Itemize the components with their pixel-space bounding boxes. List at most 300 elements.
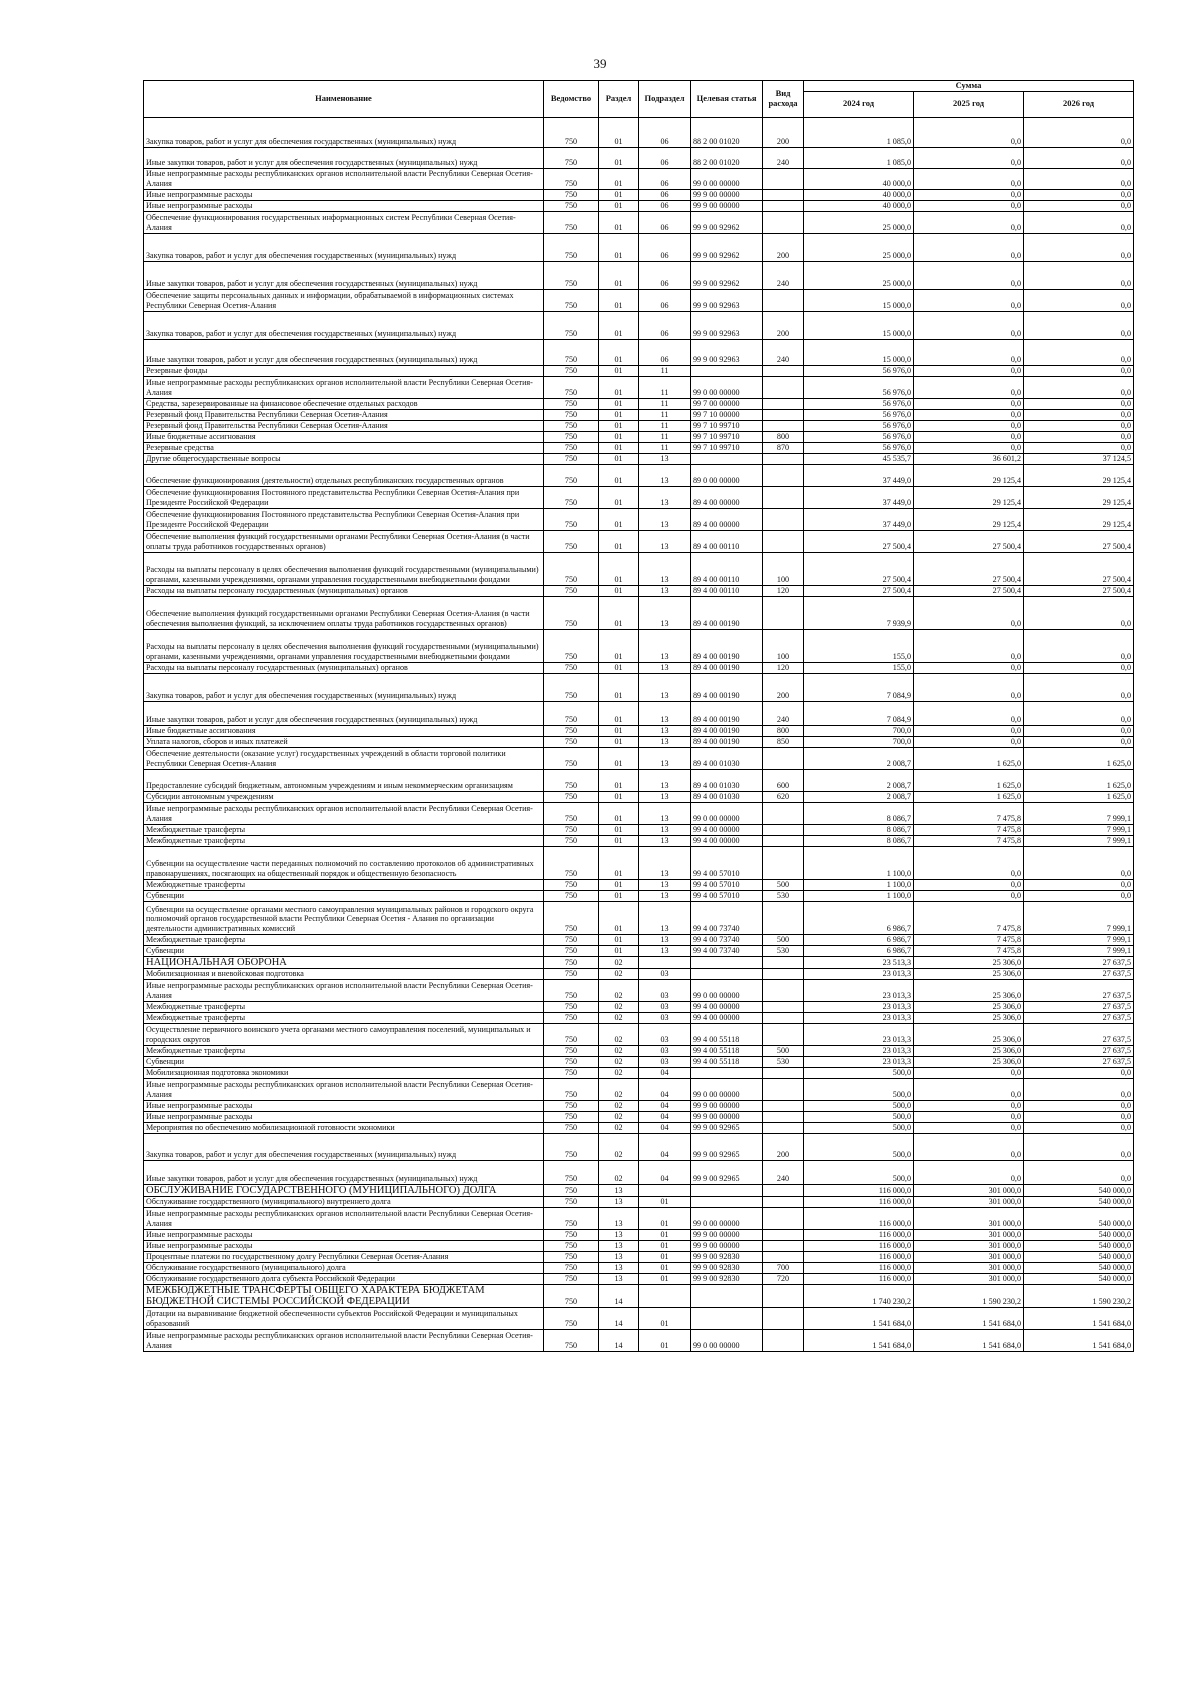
- cell-name: Обеспечение функционирования Постоянного представительства Республики Северная Осетия-Алания при Президенте Российской Федерации: [144, 486, 544, 508]
- cell-pr: 06: [639, 200, 691, 211]
- cell-cs: [691, 1307, 763, 1329]
- cell-ved: 750: [544, 233, 599, 261]
- cell-pr: 01: [639, 1251, 691, 1262]
- cell-s2024: 1 085,0: [804, 117, 914, 147]
- cell-s2025: 0,0: [914, 662, 1024, 673]
- cell-name: Обеспечение функционирования государственных информационных систем Республики Северная Осетия-Алания: [144, 211, 544, 233]
- cell-rz: 02: [599, 1122, 639, 1133]
- cell-s2024: 15 000,0: [804, 339, 914, 365]
- cell-s2024: 25 000,0: [804, 211, 914, 233]
- cell-vr: [763, 1100, 804, 1111]
- table-row: [144, 791, 1134, 802]
- cell-name: Резервный фонд Правительства Республики Северная Осетия-Алания: [144, 409, 544, 420]
- cell-ved: 750: [544, 552, 599, 585]
- cell-s2026: 0,0: [1024, 1067, 1134, 1078]
- table-row: [144, 1196, 1134, 1207]
- cell-s2026: 29 125,4: [1024, 486, 1134, 508]
- cell-ved: 750: [544, 1111, 599, 1122]
- cell-s2024: 56 976,0: [804, 376, 914, 398]
- cell-s2024: 116 000,0: [804, 1240, 914, 1251]
- table-row: [144, 552, 1134, 585]
- cell-s2026: 0,0: [1024, 117, 1134, 147]
- cell-s2025: 0,0: [914, 339, 1024, 365]
- cell-cs: 99 7 00 00000: [691, 398, 763, 409]
- cell-ved: 750: [544, 1100, 599, 1111]
- cell-vr: [763, 901, 804, 934]
- cell-s2024: 1 085,0: [804, 147, 914, 168]
- cell-ved: 750: [544, 311, 599, 339]
- cell-s2024: 27 500,4: [804, 552, 914, 585]
- cell-s2026: 0,0: [1024, 701, 1134, 725]
- table-row: [144, 846, 1134, 879]
- cell-cs: 89 4 00 00190: [691, 629, 763, 662]
- cell-vr: [763, 1078, 804, 1100]
- cell-s2026: 1 541 684,0: [1024, 1307, 1134, 1329]
- cell-s2026: 1 625,0: [1024, 769, 1134, 791]
- cell-cs: [691, 956, 763, 968]
- cell-pr: 06: [639, 261, 691, 289]
- cell-s2024: 8 086,7: [804, 802, 914, 824]
- cell-ved: 750: [544, 117, 599, 147]
- cell-pr: 13: [639, 552, 691, 585]
- cell-name: Расходы на выплаты персоналу в целях обеспечения выполнения функций государственными (муниципальными) органами, казенными учреждениями, органами управления государственными внебюджетными фондами: [144, 552, 544, 585]
- table-row: [144, 420, 1134, 431]
- cell-rz: 01: [599, 596, 639, 629]
- cell-rz: 02: [599, 1001, 639, 1012]
- cell-s2026: 0,0: [1024, 1133, 1134, 1160]
- cell-s2026: 27 637,5: [1024, 979, 1134, 1001]
- cell-cs: 99 9 00 92962: [691, 233, 763, 261]
- cell-s2026: 540 000,0: [1024, 1184, 1134, 1196]
- cell-pr: 04: [639, 1160, 691, 1184]
- cell-ved: 750: [544, 1196, 599, 1207]
- cell-name: НАЦИОНАЛЬНАЯ ОБОРОНА: [144, 956, 544, 968]
- cell-vr: [763, 1001, 804, 1012]
- table-row: [144, 968, 1134, 979]
- cell-name: Закупка товаров, работ и услуг для обеспечения государственных (муниципальных) нужд: [144, 311, 544, 339]
- cell-pr: 13: [639, 629, 691, 662]
- cell-s2026: 7 999,1: [1024, 901, 1134, 934]
- cell-name: Обеспечение функционирования (деятельности) отдельных республиканских государственных органов: [144, 464, 544, 486]
- cell-cs: 99 9 00 00000: [691, 189, 763, 200]
- cell-pr: 13: [639, 791, 691, 802]
- cell-s2026: 540 000,0: [1024, 1273, 1134, 1284]
- cell-ved: 750: [544, 486, 599, 508]
- cell-rz: 02: [599, 1160, 639, 1184]
- table-row: [144, 934, 1134, 945]
- cell-s2026: 27 500,4: [1024, 530, 1134, 552]
- cell-ved: 750: [544, 1251, 599, 1262]
- cell-cs: 99 4 00 00000: [691, 824, 763, 835]
- cell-pr: 13: [639, 508, 691, 530]
- cell-cs: 99 4 00 57010: [691, 846, 763, 879]
- table-row: [144, 1056, 1134, 1067]
- cell-cs: 99 9 00 92962: [691, 261, 763, 289]
- cell-vr: 500: [763, 1045, 804, 1056]
- table-row: [144, 211, 1134, 233]
- cell-pr: 01: [639, 1196, 691, 1207]
- cell-rz: 01: [599, 945, 639, 956]
- cell-vr: [763, 1251, 804, 1262]
- cell-s2026: 0,0: [1024, 431, 1134, 442]
- cell-pr: 11: [639, 365, 691, 376]
- cell-name: Обеспечение функционирования Постоянного представительства Республики Северная Осетия-Алания при Президенте Российской Федерации: [144, 508, 544, 530]
- cell-s2025: 301 000,0: [914, 1273, 1024, 1284]
- cell-pr: 13: [639, 945, 691, 956]
- table-body: [144, 117, 1134, 1351]
- cell-rz: 01: [599, 835, 639, 846]
- cell-s2024: 25 000,0: [804, 261, 914, 289]
- cell-s2026: 540 000,0: [1024, 1251, 1134, 1262]
- cell-name: Иные бюджетные ассигнования: [144, 431, 544, 442]
- table-row: [144, 1067, 1134, 1078]
- cell-s2025: 7 475,8: [914, 824, 1024, 835]
- cell-pr: 03: [639, 1045, 691, 1056]
- cell-pr: 11: [639, 409, 691, 420]
- cell-vr: [763, 464, 804, 486]
- cell-s2026: 0,0: [1024, 1160, 1134, 1184]
- table-row: [144, 530, 1134, 552]
- cell-pr: 01: [639, 1262, 691, 1273]
- table-row: [144, 1207, 1134, 1229]
- cell-name: Межбюджетные трансферты: [144, 1012, 544, 1023]
- cell-cs: 99 9 00 92830: [691, 1262, 763, 1273]
- cell-cs: 89 4 00 00190: [691, 736, 763, 747]
- cell-cs: 99 9 00 92963: [691, 339, 763, 365]
- cell-s2024: 6 986,7: [804, 901, 914, 934]
- cell-pr: 13: [639, 824, 691, 835]
- table-row: [144, 289, 1134, 311]
- cell-s2024: 500,0: [804, 1067, 914, 1078]
- cell-vr: 200: [763, 311, 804, 339]
- cell-ved: 750: [544, 409, 599, 420]
- cell-rz: 01: [599, 365, 639, 376]
- cell-s2024: 7 084,9: [804, 673, 914, 701]
- cell-vr: 240: [763, 1160, 804, 1184]
- cell-cs: 99 9 00 92965: [691, 1160, 763, 1184]
- cell-vr: [763, 596, 804, 629]
- table-row: [144, 1001, 1134, 1012]
- cell-s2025: 0,0: [914, 701, 1024, 725]
- cell-s2024: 116 000,0: [804, 1184, 914, 1196]
- cell-s2024: 500,0: [804, 1133, 914, 1160]
- cell-pr: 04: [639, 1100, 691, 1111]
- cell-name: Субсидии автономным учреждениям: [144, 791, 544, 802]
- cell-ved: 750: [544, 701, 599, 725]
- cell-s2025: 0,0: [914, 365, 1024, 376]
- cell-ved: 750: [544, 1207, 599, 1229]
- cell-rz: 01: [599, 824, 639, 835]
- cell-name: Мобилизационная и вневойсковая подготовка: [144, 968, 544, 979]
- table-row: [144, 1160, 1134, 1184]
- cell-vr: [763, 1240, 804, 1251]
- cell-name: Обслуживание государственного (муниципального) внутреннего долга: [144, 1196, 544, 1207]
- cell-pr: 13: [639, 835, 691, 846]
- cell-pr: 13: [639, 769, 691, 791]
- cell-s2026: 27 500,4: [1024, 552, 1134, 585]
- cell-vr: 240: [763, 701, 804, 725]
- cell-s2024: 15 000,0: [804, 311, 914, 339]
- cell-s2025: 7 475,8: [914, 835, 1024, 846]
- cell-cs: [691, 1184, 763, 1196]
- cell-ved: 750: [544, 1229, 599, 1240]
- cell-cs: 99 7 10 99710: [691, 431, 763, 442]
- cell-s2026: 0,0: [1024, 147, 1134, 168]
- cell-pr: 13: [639, 453, 691, 464]
- cell-rz: 01: [599, 147, 639, 168]
- cell-pr: 01: [639, 1207, 691, 1229]
- cell-s2026: 27 637,5: [1024, 956, 1134, 968]
- table-row: [144, 1100, 1134, 1111]
- table-row: [144, 629, 1134, 662]
- table-row: [144, 736, 1134, 747]
- cell-pr: 04: [639, 1078, 691, 1100]
- cell-rz: 01: [599, 486, 639, 508]
- cell-s2024: 1 100,0: [804, 846, 914, 879]
- cell-s2025: 0,0: [914, 289, 1024, 311]
- header-sum: Сумма: [804, 81, 1134, 92]
- cell-rz: 01: [599, 846, 639, 879]
- cell-name: Субвенции на осуществление органами местного самоуправления муниципальных районов и городского округа полномочий органов государственной власти Республики Северная Осетия - Алания по организации деятельности административных комиссий: [144, 901, 544, 934]
- cell-name: Межбюджетные трансферты: [144, 824, 544, 835]
- cell-s2026: 27 637,5: [1024, 1056, 1134, 1067]
- cell-cs: 99 0 00 00000: [691, 802, 763, 824]
- cell-ved: 750: [544, 1160, 599, 1184]
- cell-vr: [763, 409, 804, 420]
- cell-rz: 01: [599, 901, 639, 934]
- cell-s2025: 0,0: [914, 311, 1024, 339]
- table-row: [144, 662, 1134, 673]
- cell-pr: 13: [639, 596, 691, 629]
- cell-ved: 750: [544, 824, 599, 835]
- cell-rz: 13: [599, 1240, 639, 1251]
- cell-name: Расходы на выплаты персоналу государственных (муниципальных) органов: [144, 585, 544, 596]
- cell-rz: 01: [599, 200, 639, 211]
- cell-pr: 13: [639, 725, 691, 736]
- cell-ved: 750: [544, 508, 599, 530]
- cell-name: Межбюджетные трансферты: [144, 879, 544, 890]
- cell-s2024: 23 013,3: [804, 1001, 914, 1012]
- cell-vr: 870: [763, 442, 804, 453]
- cell-cs: [691, 1196, 763, 1207]
- cell-s2024: 40 000,0: [804, 189, 914, 200]
- cell-vr: [763, 835, 804, 846]
- header-2026: 2026 год: [1024, 91, 1134, 117]
- header-2025: 2025 год: [914, 91, 1024, 117]
- cell-s2024: 56 976,0: [804, 409, 914, 420]
- cell-rz: 14: [599, 1284, 639, 1307]
- cell-pr: 04: [639, 1133, 691, 1160]
- cell-ved: 750: [544, 200, 599, 211]
- table-row: [144, 431, 1134, 442]
- cell-cs: 88 2 00 01020: [691, 117, 763, 147]
- cell-pr: 01: [639, 1240, 691, 1251]
- cell-s2024: 1 541 684,0: [804, 1329, 914, 1351]
- header-name: Наименование: [144, 81, 544, 118]
- cell-s2024: 155,0: [804, 662, 914, 673]
- cell-cs: 99 4 00 55118: [691, 1056, 763, 1067]
- cell-s2024: 23 013,3: [804, 1045, 914, 1056]
- cell-s2025: 25 306,0: [914, 1023, 1024, 1045]
- cell-s2025: 0,0: [914, 596, 1024, 629]
- cell-name: Мобилизационная подготовка экономики: [144, 1067, 544, 1078]
- cell-rz: 01: [599, 117, 639, 147]
- cell-cs: 99 4 00 57010: [691, 890, 763, 901]
- cell-ved: 750: [544, 725, 599, 736]
- table-row: [144, 442, 1134, 453]
- cell-pr: 01: [639, 1273, 691, 1284]
- cell-pr: 13: [639, 901, 691, 934]
- cell-s2026: 0,0: [1024, 846, 1134, 879]
- cell-pr: 13: [639, 701, 691, 725]
- cell-ved: 750: [544, 1001, 599, 1012]
- cell-rz: 02: [599, 1012, 639, 1023]
- cell-s2026: 0,0: [1024, 398, 1134, 409]
- cell-rz: 01: [599, 261, 639, 289]
- table-row: [144, 596, 1134, 629]
- cell-s2024: 56 976,0: [804, 442, 914, 453]
- table-header: [144, 81, 1134, 118]
- cell-pr: 06: [639, 289, 691, 311]
- cell-s2026: 7 999,1: [1024, 934, 1134, 945]
- cell-pr: [639, 1284, 691, 1307]
- cell-name: Расходы на выплаты персоналу государственных (муниципальных) органов: [144, 662, 544, 673]
- cell-s2026: 1 625,0: [1024, 791, 1134, 802]
- cell-vr: 700: [763, 1262, 804, 1273]
- cell-vr: [763, 1122, 804, 1133]
- cell-s2026: 0,0: [1024, 376, 1134, 398]
- cell-s2025: 36 601,2: [914, 453, 1024, 464]
- cell-name: Другие общегосударственные вопросы: [144, 453, 544, 464]
- cell-s2024: 700,0: [804, 736, 914, 747]
- cell-vr: [763, 802, 804, 824]
- table-row: [144, 1251, 1134, 1262]
- cell-name: Уплата налогов, сборов и иных платежей: [144, 736, 544, 747]
- cell-s2026: 0,0: [1024, 200, 1134, 211]
- cell-name: Иные непрограммные расходы республиканских органов исполнительной власти Республики Северная Осетия-Алания: [144, 979, 544, 1001]
- cell-ved: 750: [544, 846, 599, 879]
- cell-cs: 99 0 00 00000: [691, 1207, 763, 1229]
- cell-s2025: 7 475,8: [914, 945, 1024, 956]
- cell-pr: 03: [639, 968, 691, 979]
- cell-s2025: 301 000,0: [914, 1207, 1024, 1229]
- cell-cs: 99 7 10 00000: [691, 409, 763, 420]
- cell-ved: 750: [544, 1122, 599, 1133]
- cell-s2026: 540 000,0: [1024, 1240, 1134, 1251]
- cell-name: Закупка товаров, работ и услуг для обеспечения государственных (муниципальных) нужд: [144, 117, 544, 147]
- cell-name: Иные непрограммные расходы республиканских органов исполнительной власти Республики Северная Осетия-Алания: [144, 1207, 544, 1229]
- cell-cs: 99 4 00 55118: [691, 1023, 763, 1045]
- cell-vr: [763, 420, 804, 431]
- cell-name: Иные непрограммные расходы республиканских органов исполнительной власти Республики Северная Осетия-Алания: [144, 1078, 544, 1100]
- cell-ved: 750: [544, 398, 599, 409]
- cell-name: Средства, зарезервированные на финансовое обеспечение отдельных расходов: [144, 398, 544, 409]
- table-row: [144, 486, 1134, 508]
- cell-cs: [691, 1284, 763, 1307]
- cell-s2025: 0,0: [914, 211, 1024, 233]
- cell-cs: 99 4 00 57010: [691, 879, 763, 890]
- table-row: [144, 956, 1134, 968]
- table-row: [144, 1307, 1134, 1329]
- table-row: [144, 453, 1134, 464]
- cell-name: Субвенции: [144, 1056, 544, 1067]
- cell-s2025: 0,0: [914, 673, 1024, 701]
- cell-s2025: 0,0: [914, 409, 1024, 420]
- cell-ved: 750: [544, 747, 599, 769]
- cell-rz: 01: [599, 442, 639, 453]
- cell-ved: 750: [544, 1284, 599, 1307]
- cell-ved: 750: [544, 261, 599, 289]
- cell-name: Иные бюджетные ассигнования: [144, 725, 544, 736]
- cell-pr: 11: [639, 431, 691, 442]
- cell-s2026: 540 000,0: [1024, 1196, 1134, 1207]
- cell-pr: 06: [639, 311, 691, 339]
- cell-rz: 01: [599, 662, 639, 673]
- cell-s2024: 23 513,3: [804, 956, 914, 968]
- cell-vr: [763, 1284, 804, 1307]
- cell-s2026: 29 125,4: [1024, 464, 1134, 486]
- cell-name: Закупка товаров, работ и услуг для обеспечения государственных (муниципальных) нужд: [144, 673, 544, 701]
- cell-s2026: 7 999,1: [1024, 835, 1134, 846]
- cell-vr: 100: [763, 629, 804, 662]
- cell-s2025: 25 306,0: [914, 1045, 1024, 1056]
- cell-vr: 600: [763, 769, 804, 791]
- cell-s2026: 27 637,5: [1024, 1023, 1134, 1045]
- cell-ved: 750: [544, 1307, 599, 1329]
- cell-s2024: 27 500,4: [804, 530, 914, 552]
- cell-name: Субвенции: [144, 945, 544, 956]
- cell-pr: 11: [639, 398, 691, 409]
- page-number: 39: [593, 56, 607, 71]
- cell-rz: 01: [599, 629, 639, 662]
- cell-cs: 89 4 00 00000: [691, 486, 763, 508]
- cell-s2026: 0,0: [1024, 168, 1134, 189]
- cell-ved: 750: [544, 1078, 599, 1100]
- cell-ved: 750: [544, 1273, 599, 1284]
- cell-ved: 750: [544, 956, 599, 968]
- cell-cs: 89 4 00 00190: [691, 673, 763, 701]
- cell-s2025: 301 000,0: [914, 1251, 1024, 1262]
- cell-ved: 750: [544, 1067, 599, 1078]
- cell-s2025: 0,0: [914, 1133, 1024, 1160]
- cell-vr: [763, 956, 804, 968]
- cell-s2025: 25 306,0: [914, 1012, 1024, 1023]
- cell-vr: 500: [763, 879, 804, 890]
- cell-cs: 99 7 10 99710: [691, 420, 763, 431]
- cell-name: Иные закупки товаров, работ и услуг для обеспечения государственных (муниципальных) нужд: [144, 339, 544, 365]
- cell-s2024: 6 986,7: [804, 945, 914, 956]
- cell-s2025: 7 475,8: [914, 901, 1024, 934]
- cell-name: Иные непрограммные расходы: [144, 1100, 544, 1111]
- cell-s2024: 500,0: [804, 1100, 914, 1111]
- cell-s2024: 8 086,7: [804, 835, 914, 846]
- table-row: [144, 1262, 1134, 1273]
- cell-s2026: 1 590 230,2: [1024, 1284, 1134, 1307]
- cell-vr: [763, 846, 804, 879]
- cell-s2024: 40 000,0: [804, 200, 914, 211]
- cell-s2024: 500,0: [804, 1111, 914, 1122]
- cell-s2024: 6 986,7: [804, 934, 914, 945]
- table-row: [144, 117, 1134, 147]
- table-row: [144, 945, 1134, 956]
- cell-pr: 03: [639, 1012, 691, 1023]
- cell-ved: 750: [544, 585, 599, 596]
- cell-ved: 750: [544, 1262, 599, 1273]
- cell-s2026: 37 124,5: [1024, 453, 1134, 464]
- cell-s2026: 0,0: [1024, 442, 1134, 453]
- cell-rz: 01: [599, 311, 639, 339]
- cell-pr: 11: [639, 376, 691, 398]
